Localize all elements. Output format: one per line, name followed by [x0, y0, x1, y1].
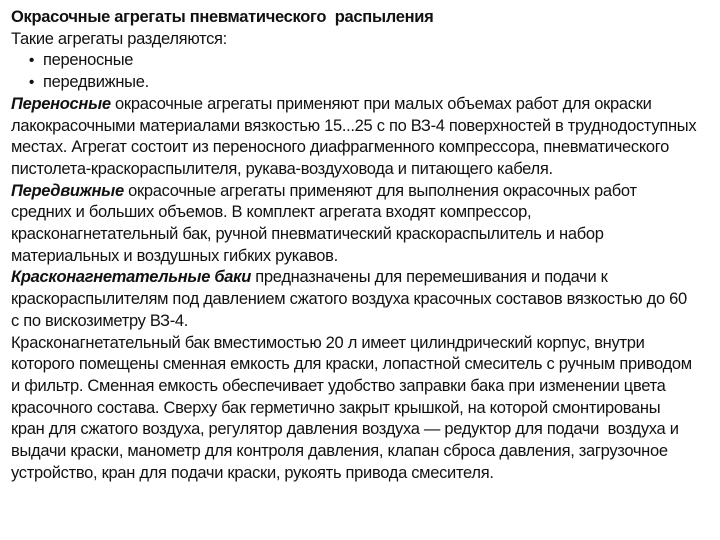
text-run: переносные [43, 51, 134, 70]
text-line [11, 289, 714, 311]
text-line [11, 441, 714, 463]
text-line [11, 116, 714, 138]
text-run: с по вискозиметру ВЗ-4. [11, 311, 189, 330]
list-item [11, 50, 714, 72]
text-run: краскораспылителям под давлением сжатого воздуха красочных составов вязкостью до 60 [11, 290, 687, 309]
text-line [11, 181, 714, 203]
text-line [11, 224, 714, 246]
text-line [11, 354, 714, 376]
text-run: Красконагнетательные баки [11, 268, 256, 287]
bullet-icon: • [29, 74, 34, 92]
text-line [11, 246, 714, 268]
text-run: предназначены для перемешивания и подачи к [255, 268, 608, 287]
text-run: которого помещены сменная емкость для краски, лопастной смеситель с ручным приводом [11, 355, 692, 374]
text-run: окрасочные агрегаты применяют при малых объемах работ для окраски [115, 94, 652, 113]
text-run: красконагнетательный бак, ручной пневматический краскораспылитель и набор [11, 225, 604, 244]
text-line [11, 463, 714, 485]
text-run: средних и больших объемов. В комплект агрегата входят компрессор, [11, 203, 532, 222]
text-line [11, 333, 714, 355]
page-title [11, 7, 714, 29]
text-line [11, 94, 714, 116]
text-run: Передвижные [11, 181, 129, 200]
text-run: материальных и воздушных гибких рукавов. [11, 246, 338, 265]
text-line [11, 376, 714, 398]
text-run: пистолета-краскораспылителя, рукава-воздуховода и питающего кабеля. [11, 159, 553, 178]
text-line [11, 398, 714, 420]
text-line [11, 267, 714, 289]
text-run: Красконагнетательный бак вместимостью 20 л имеет цилиндрический корпус, внутри [11, 333, 645, 352]
text-line [11, 311, 714, 333]
text-run: и фильтр. Сменная емкость обеспечивает удобство заправки бака при изменении цвета [11, 376, 666, 395]
text-block [11, 7, 714, 484]
text-run: окрасочные агрегаты применяют для выполнения окрасочных работ [128, 181, 637, 200]
text-line [11, 202, 714, 224]
text-run: лакокрасочными материалами вязкостью 15...25 с по ВЗ-4 поверхностей в труднодоступных [11, 116, 697, 135]
text-run: выдачи краски, манометр для контроля давления, клапан сброса давления, загрузочное [11, 442, 668, 461]
text-run: местах. Агрегат состоит из переносного диафрагменного компрессора, пневматического [11, 138, 670, 157]
list-item [11, 72, 714, 94]
text-run: красочного состава. Сверху бак герметично закрыт крышкой, на которой смонтированы [11, 398, 661, 417]
text-run: Такие агрегаты разделяются: [11, 29, 227, 48]
text-run: устройство, кран для подачи краски, рукоять привода смесителя. [11, 463, 494, 482]
text-line [11, 137, 714, 159]
text-run: кран для сжатого воздуха, регулятор давления воздуха — редуктор для подачи воздуха и [11, 420, 679, 439]
text-run: Переносные [11, 94, 116, 113]
text-line [11, 419, 714, 441]
bullet-icon: • [29, 52, 34, 70]
text-line [11, 29, 714, 51]
text-run: передвижные. [43, 73, 149, 92]
text-run: Окрасочные агрегаты пневматического распыления [11, 8, 434, 26]
text-line [11, 159, 714, 181]
